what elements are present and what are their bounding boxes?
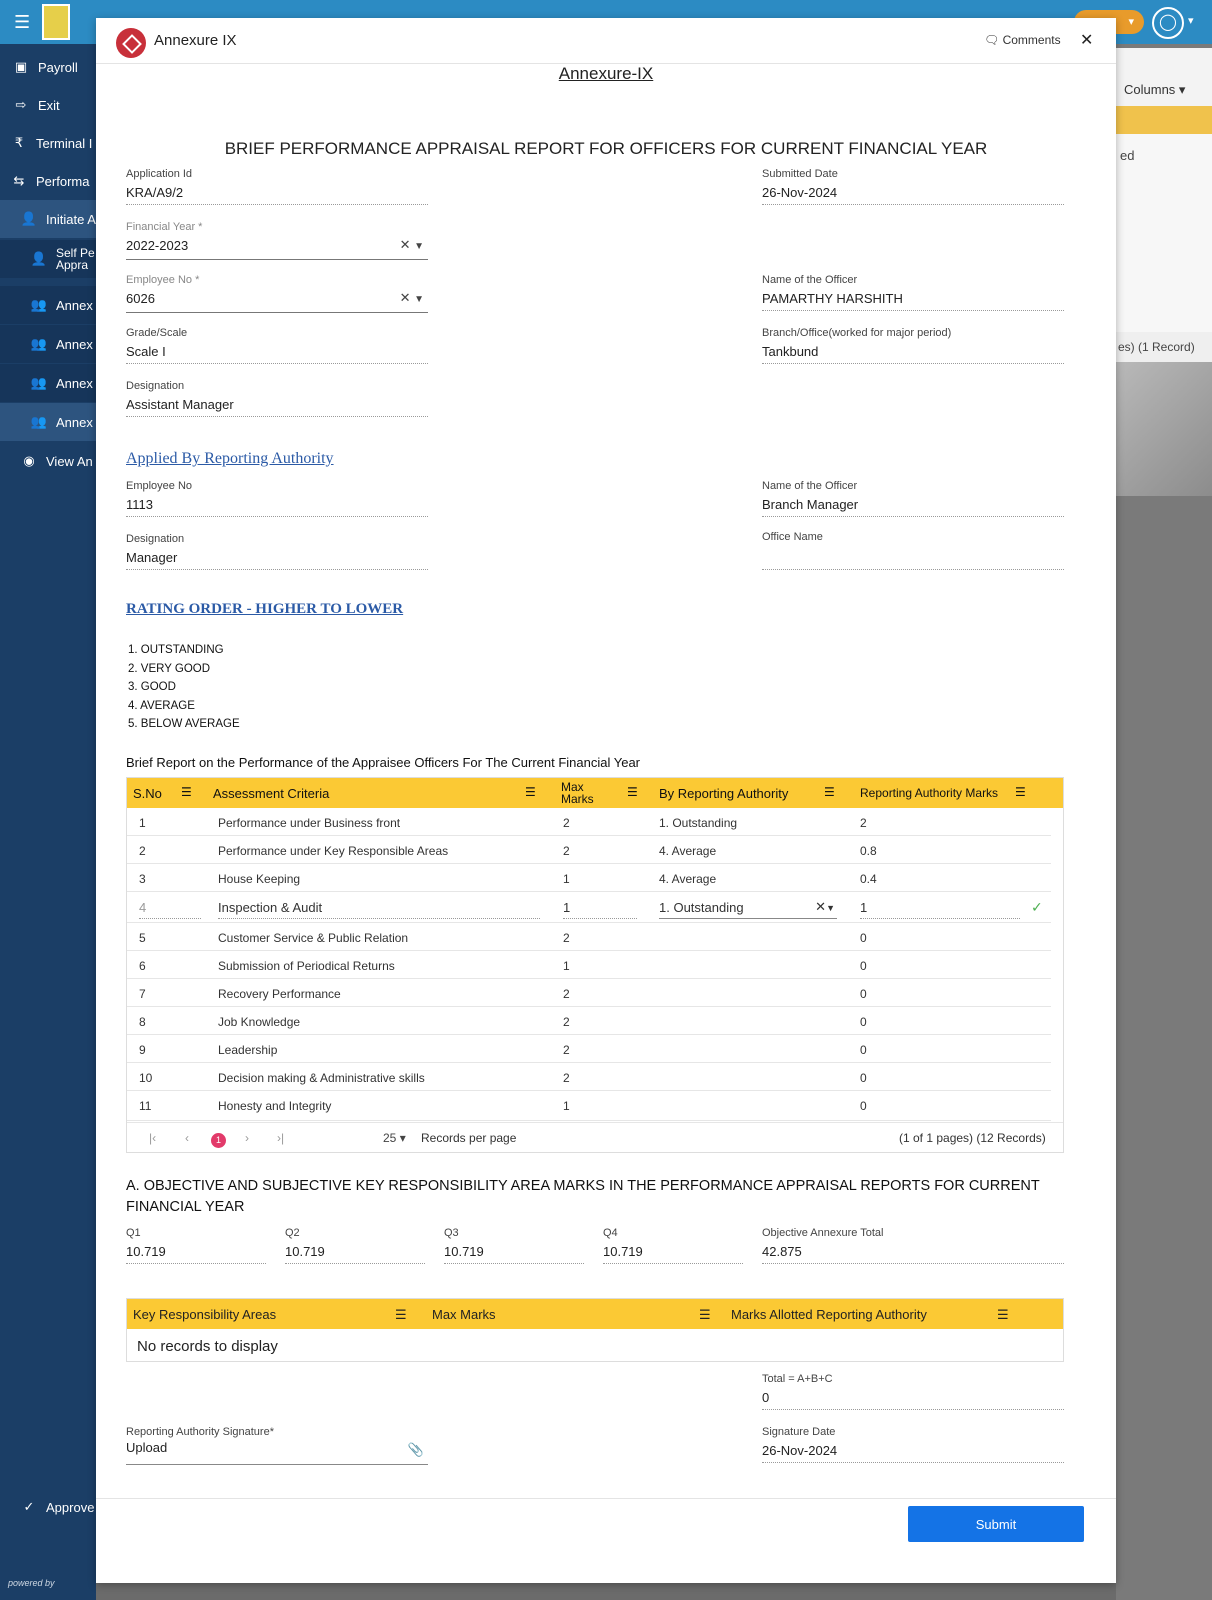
clear-icon[interactable]: ✕: [399, 237, 411, 252]
q4-field: Q4 10.719: [603, 1227, 743, 1264]
sidebar-item-initiate[interactable]: 👤 Initiate A: [0, 200, 96, 238]
sidebar-item-view[interactable]: ◉ View An: [0, 442, 96, 480]
table-row[interactable]: 6 Submission of Periodical Returns 1 0: [127, 951, 1051, 979]
powered-by: powered by: [8, 1578, 55, 1588]
first-page-icon[interactable]: |‹: [149, 1131, 157, 1145]
col-kra-max-marks[interactable]: Max Marks: [432, 1307, 496, 1322]
filter-icon[interactable]: ☰: [699, 1307, 711, 1322]
filter-icon[interactable]: ☰: [181, 785, 192, 799]
check-circle-icon[interactable]: ✓: [1031, 899, 1043, 915]
table-row[interactable]: 3 House Keeping 1 4. Average 0.4: [127, 864, 1051, 892]
table-row[interactable]: 2 Performance under Key Responsible Areas 2 4. Average 0.8: [127, 836, 1051, 864]
filter-icon[interactable]: ☰: [525, 785, 536, 799]
col-sno[interactable]: S.No: [133, 785, 162, 801]
q2-field: Q2 10.719: [285, 1227, 425, 1264]
eye-icon: ◉: [23, 453, 35, 468]
signature-upload[interactable]: Reporting Authority Signature* Upload 📎: [126, 1426, 428, 1465]
table-row[interactable]: 10 Decision making & Administrative skills 2 0: [127, 1063, 1051, 1091]
table-row[interactable]: 1 Performance under Business front 2 1. Outstanding 2: [127, 808, 1051, 836]
col-ra-marks[interactable]: Reporting Authority Marks: [860, 786, 999, 800]
close-icon[interactable]: ✕: [1080, 32, 1094, 49]
rupee-icon: ₹: [14, 135, 24, 150]
background-image: [1116, 362, 1212, 496]
table-row[interactable]: 7 Recovery Performance 2 0: [127, 979, 1051, 1007]
table-row[interactable]: 11 Honesty and Integrity 1 0: [127, 1091, 1051, 1121]
col-kra[interactable]: Key Responsibility Areas: [133, 1307, 277, 1322]
ra-officer-name-field: Name of the Officer Branch Manager: [762, 480, 1064, 517]
doc-title: Annexure-IX: [558, 64, 654, 83]
rating-item: 5. BELOW AVERAGE: [128, 718, 240, 730]
comments-button[interactable]: 🗨 Comments: [984, 33, 1061, 47]
user-icon: 👤: [30, 251, 48, 266]
users-icon: 👥: [30, 336, 48, 351]
sidebar-item-exit[interactable]: ⇨ Exit: [0, 86, 96, 124]
users-icon: 👥: [30, 297, 48, 312]
filter-icon[interactable]: ☰: [1015, 785, 1026, 799]
background-toolbar: [1116, 48, 1212, 76]
sidebar-item-performance[interactable]: ⇆ Performa: [0, 162, 96, 200]
sidebar: [0, 44, 96, 1600]
employee-no-select[interactable]: Employee No * 6026 ✕ ▼: [126, 274, 428, 313]
q3-field: Q3 10.719: [444, 1227, 584, 1264]
user-icon: 👤: [20, 211, 38, 226]
sidebar-item-terminal[interactable]: ₹ Terminal I: [0, 124, 96, 162]
annexure-modal: [96, 18, 1116, 1583]
ra-employee-no-field: Employee No 1113: [126, 480, 428, 517]
brief-report-heading: Brief Report on the Performance of the Appraisee Officers For The Current Financial Year: [126, 755, 641, 770]
rating-order-heading: RATING ORDER - HIGHER TO LOWER: [126, 601, 404, 617]
q1-field: Q1 10.719: [126, 1227, 266, 1264]
rating-item: 4. AVERAGE: [128, 699, 195, 712]
page-1-button[interactable]: 1: [211, 1133, 226, 1148]
menu-icon[interactable]: ☰: [14, 12, 31, 32]
application-id-field: Application Id KRA/A9/2: [126, 168, 428, 205]
designation-field: Designation Assistant Manager: [126, 380, 428, 417]
table-row[interactable]: 5 Customer Service & Public Relation 2 0: [127, 923, 1051, 951]
chevron-down-icon[interactable]: ▼: [414, 294, 424, 305]
applied-by-heading: Applied By Reporting Authority: [126, 450, 334, 467]
table-row-editing[interactable]: 4 Inspection & Audit 1 1. Outstanding ✕▼ 1 ✓: [127, 892, 1051, 923]
avatar-icon[interactable]: ◯: [1152, 7, 1184, 39]
officer-name-field: Name of the Officer PAMARTHY HARSHITH: [762, 274, 1064, 311]
rating-item: 3. GOOD: [128, 681, 176, 693]
annexure-icon: [116, 28, 146, 58]
records-per-page-label: Records per page: [421, 1131, 517, 1145]
sidebar-item-annex-1[interactable]: 👥 Annex: [0, 286, 96, 324]
comment-icon: 🗨: [984, 33, 1000, 47]
filter-icon[interactable]: ☰: [824, 785, 835, 799]
sidebar-item-approve[interactable]: ✓ Approve: [0, 1488, 96, 1526]
modal-header: [96, 18, 1116, 64]
sidebar-item-payroll[interactable]: ▣ Payroll: [0, 48, 96, 86]
table-row[interactable]: 8 Job Knowledge 2 0: [127, 1007, 1051, 1035]
users-icon: 👥: [30, 375, 48, 390]
clear-icon[interactable]: ✕: [815, 899, 827, 914]
last-page-icon[interactable]: ›|: [277, 1131, 285, 1145]
empty-message: No records to display: [137, 1338, 278, 1355]
background-grid-body: ed: [1116, 134, 1212, 332]
grid-header: [127, 778, 1063, 808]
table-row[interactable]: 9 Leadership 2 0: [127, 1035, 1051, 1063]
chevron-down-icon[interactable]: ▼: [826, 903, 835, 913]
branch-field: Branch/Office(worked for major period) Tankbund: [762, 327, 1064, 364]
page-size-select[interactable]: 25 ▾: [383, 1131, 406, 1145]
grid-pager: [127, 1122, 1063, 1152]
submit-button[interactable]: Submit: [908, 1506, 1084, 1542]
user-pill[interactable]: ▾: [1074, 10, 1144, 34]
kra-grid-header: [127, 1299, 1063, 1329]
prev-page-icon[interactable]: ‹: [185, 1131, 189, 1145]
grade-field: Grade/Scale Scale I: [126, 327, 428, 364]
financial-year-select[interactable]: Financial Year * 2022-2023 ✕ ▼: [126, 221, 428, 260]
clear-icon[interactable]: ✕: [399, 290, 411, 305]
assessment-grid: [126, 777, 1064, 1153]
approve-icon: ✓: [23, 1499, 35, 1514]
next-page-icon[interactable]: ›: [245, 1131, 249, 1145]
rating-order-list: [128, 641, 240, 734]
users-icon: 👥: [30, 414, 48, 429]
total-field: Total = A+B+C 0: [762, 1373, 1064, 1410]
col-criteria[interactable]: Assessment Criteria: [213, 785, 330, 801]
exit-icon: ⇨: [15, 97, 27, 112]
filter-icon[interactable]: ☰: [395, 1307, 407, 1322]
col-max-marks[interactable]: Max Marks: [561, 780, 594, 806]
rating-item: 1. OUTSTANDING: [128, 644, 224, 656]
bank-logo: [42, 4, 70, 40]
paperclip-icon[interactable]: 📎: [407, 1442, 424, 1457]
rating-item: 2. VERY GOOD: [128, 662, 211, 675]
modal-footer-divider: [96, 1498, 1116, 1499]
modal-title: Annexure IX: [154, 32, 237, 49]
handshake-icon: ⇆: [13, 173, 25, 188]
payroll-icon: ▣: [14, 59, 28, 74]
sidebar-item-annex-2[interactable]: 👥 Annex: [0, 325, 96, 363]
signature-date-field: Signature Date 26-Nov-2024: [762, 1426, 1064, 1463]
filter-icon[interactable]: ☰: [997, 1307, 1009, 1322]
background-records: es) (1 Record): [1116, 332, 1212, 362]
section-a-heading: A. OBJECTIVE AND SUBJECTIVE KEY RESPONSIBILITY AREA MARKS IN THE PERFORMANCE APPRAISAL REPORTS FOR CURRENT FINANCIAL YEAR: [126, 1178, 1040, 1215]
kra-grid: [126, 1298, 1064, 1362]
submitted-date-field: Submitted Date 26-Nov-2024: [762, 168, 1064, 205]
columns-button[interactable]: Columns ▾: [1116, 76, 1212, 106]
col-by-reporting-authority[interactable]: By Reporting Authority: [659, 785, 789, 801]
objective-total-field: Objective Annexure Total 42.875: [762, 1227, 1064, 1264]
background-grid-header: [1116, 106, 1212, 134]
marks-input[interactable]: 1: [860, 897, 1020, 919]
col-kra-ra-marks[interactable]: Marks Allotted Reporting Authority: [731, 1307, 927, 1322]
sidebar-item-annex-4[interactable]: 👥 Annex: [0, 403, 96, 441]
filter-icon[interactable]: ☰: [627, 785, 638, 799]
ra-designation-field: Designation Manager: [126, 533, 428, 570]
sidebar-item-annex-3[interactable]: 👥 Annex: [0, 364, 96, 402]
sidebar-item-self-appraisal[interactable]: 👤 Self Pe Appra: [0, 240, 96, 278]
chevron-down-icon[interactable]: ▼: [414, 241, 424, 252]
chevron-down-icon[interactable]: ▾: [1188, 15, 1194, 27]
ra-office-name-field: Office Name: [762, 531, 1064, 570]
report-title: BRIEF PERFORMANCE APPRAISAL REPORT FOR OFFICERS FOR CURRENT FINANCIAL YEAR: [224, 139, 988, 158]
pager-summary: (1 of 1 pages) (12 Records): [899, 1131, 1046, 1145]
rating-select[interactable]: 1. Outstanding ✕▼: [659, 897, 837, 919]
